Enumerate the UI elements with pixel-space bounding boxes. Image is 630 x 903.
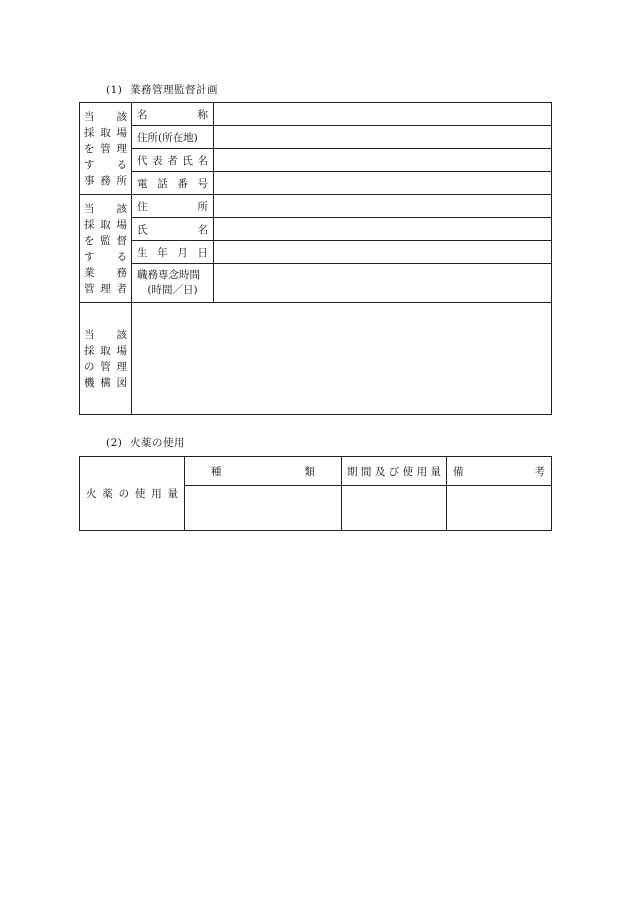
manager-header-line: 業 務 bbox=[84, 266, 127, 279]
office-phone-label: 電話番号 bbox=[137, 177, 208, 190]
org-header-line: 機構図 bbox=[84, 376, 127, 389]
office-header bbox=[80, 103, 132, 195]
explosive-usage-table bbox=[79, 456, 552, 531]
supervision-plan-table bbox=[79, 102, 552, 415]
manager-hours-label-line2: (時間／日) bbox=[147, 284, 198, 296]
office-name-label-cell bbox=[132, 103, 214, 126]
org-header-line: の管理 bbox=[84, 360, 127, 373]
manager-hours-value[interactable] bbox=[214, 264, 552, 303]
section1-title: 業務管理監督計画 bbox=[130, 84, 218, 96]
office-header-line: 事務所 bbox=[84, 174, 127, 187]
manager-header-line: を監督 bbox=[84, 234, 127, 247]
manager-header bbox=[80, 195, 132, 303]
section2-heading bbox=[106, 435, 185, 450]
office-header-line: す る bbox=[84, 158, 127, 171]
manager-birthdate-value[interactable] bbox=[214, 241, 552, 264]
manager-hours-label-cell bbox=[132, 264, 214, 303]
section2-title: 火薬の使用 bbox=[130, 437, 185, 449]
manager-header-line: 当 該 bbox=[84, 202, 127, 215]
office-header-line: を管理 bbox=[84, 142, 127, 155]
manager-header-line: 管理者 bbox=[84, 282, 127, 295]
manager-hours-label-line1: 職務専念時間 bbox=[137, 269, 200, 281]
org-header-line: 採取場 bbox=[84, 344, 127, 357]
manager-address-value[interactable] bbox=[214, 195, 552, 218]
office-representative-label: 代表者氏名 bbox=[137, 154, 208, 167]
office-name-value[interactable] bbox=[214, 103, 552, 126]
office-rep-label-cell bbox=[132, 149, 214, 172]
type-header: 種 類 bbox=[211, 465, 315, 478]
manager-name-label: 氏 名 bbox=[137, 223, 208, 236]
office-address-value[interactable] bbox=[214, 126, 552, 149]
office-address-label-cell bbox=[132, 126, 214, 149]
manager-name-label-cell bbox=[132, 218, 214, 241]
org-header-line: 当 該 bbox=[84, 328, 127, 341]
period-amount-value[interactable] bbox=[342, 486, 447, 531]
office-phone-value[interactable] bbox=[214, 172, 552, 195]
manager-header-line: す る bbox=[84, 250, 127, 263]
office-header-line: 当 該 bbox=[84, 110, 127, 123]
manager-address-label-cell bbox=[132, 195, 214, 218]
org-chart-area[interactable] bbox=[132, 303, 552, 415]
office-name-label: 名 称 bbox=[137, 108, 208, 121]
remarks-header: 備 考 bbox=[453, 465, 545, 478]
manager-name-value[interactable] bbox=[214, 218, 552, 241]
remarks-header-cell bbox=[447, 457, 552, 486]
section1-heading bbox=[106, 82, 218, 97]
org-header bbox=[80, 303, 132, 415]
period-amount-header: 期間及び使用量 bbox=[347, 465, 441, 478]
manager-address-label: 住 所 bbox=[137, 200, 208, 213]
explosive-row-label: 火薬の使用量 bbox=[86, 488, 178, 500]
manager-header-line: 採取場 bbox=[84, 218, 127, 231]
period-header-cell bbox=[342, 457, 447, 486]
type-value[interactable] bbox=[185, 486, 342, 531]
manager-birthdate-label-cell bbox=[132, 241, 214, 264]
type-header-cell bbox=[185, 457, 342, 486]
section2-number: (2) bbox=[106, 437, 123, 449]
explosive-row-label-cell bbox=[80, 457, 185, 531]
office-address-label: 住所(所在地) bbox=[137, 131, 198, 144]
manager-birthdate-label: 生年月日 bbox=[137, 246, 208, 259]
office-header-line: 採取場 bbox=[84, 126, 127, 139]
section1-number: (1) bbox=[106, 84, 123, 96]
office-phone-label-cell bbox=[132, 172, 214, 195]
office-representative-value[interactable] bbox=[214, 149, 552, 172]
remarks-value[interactable] bbox=[447, 486, 552, 531]
